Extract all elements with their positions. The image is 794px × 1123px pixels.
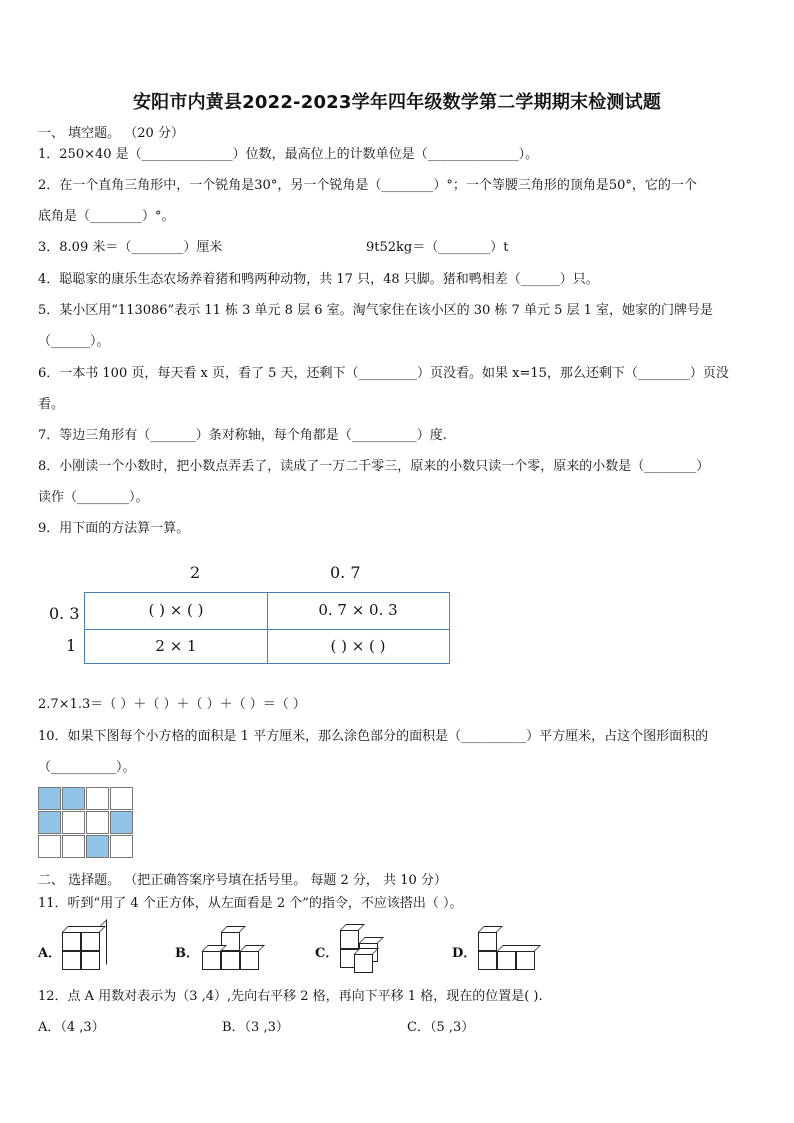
option-c-label: C． bbox=[315, 946, 339, 961]
grid-square bbox=[62, 835, 85, 858]
question-10-line-1: 10．如果下图每个小方格的面积是 1 平方厘米，那么涂色部分的面积是（__________）平方厘米，占这个图形面积的 bbox=[38, 729, 709, 744]
q12-option-b: B．（3 ,3） bbox=[222, 1020, 289, 1035]
table-cell-1-2: 0. 7 × 0. 3 bbox=[318, 601, 398, 619]
shaded-square bbox=[62, 787, 85, 810]
q12-option-a: A．（4 ,3） bbox=[38, 1020, 105, 1035]
question-3-part-2: 9t52kg＝（________）t bbox=[366, 240, 509, 255]
page-title: 安阳市内黄县2022-2023学年四年级数学第二学期期末检测试题 bbox=[132, 92, 662, 113]
question-6-line-2: 看。 bbox=[38, 397, 65, 412]
question-10-line-2: （__________）。 bbox=[38, 760, 136, 775]
grid-square bbox=[110, 787, 133, 810]
question-12: 12．点 A 用数对表示为（3 ,4）,先向右平移 2 格，再向下平移 1 格，现在的位置是( ). bbox=[38, 989, 543, 1004]
question-1: 1．250×40 是（______________）位数，最高位上的计数单位是（______________）。 bbox=[38, 147, 539, 162]
question-8-line-2: 读作（________）。 bbox=[38, 490, 149, 505]
shaded-square bbox=[86, 835, 109, 858]
table-row-header-1: 0. 3 bbox=[49, 604, 80, 623]
option-d-label: D． bbox=[452, 946, 477, 961]
question-2-line-2: 底角是（________）°。 bbox=[38, 209, 175, 224]
grid-square bbox=[62, 811, 85, 834]
grid-square bbox=[86, 811, 109, 834]
question-7: 7．等边三角形有（_______）条对称轴，每个角都是（__________）度. bbox=[38, 428, 447, 443]
q12-option-c: C．（5 ,3） bbox=[407, 1020, 475, 1035]
shaded-square bbox=[110, 811, 133, 834]
question-5-line-2: （______）。 bbox=[38, 334, 110, 349]
section-2-heading: 二、 选择题。 （把正确答案序号填在括号里。 每题 2 分， 共 10 分） bbox=[38, 873, 447, 888]
question-11: 11．听到“用了 4 个正方体，从左面看是 2 个”的指令，不应该搭出（ ）。 bbox=[38, 896, 463, 911]
question-8-line-1: 8．小刚读一个小数时，把小数点弄丢了，读成了一万二千零三，原来的小数只读一个零，原来的小数是（________） bbox=[38, 459, 710, 474]
table-cell-2-2: ( ) × ( ) bbox=[330, 637, 386, 655]
question-4: 4．聪聪家的康乐生态农场养着猪和鸭两种动物，共 17 只，48 只脚。猪和鸭相差（______）只。 bbox=[38, 272, 599, 287]
table-col-header-2: 0. 7 bbox=[330, 563, 361, 582]
shaded-square bbox=[38, 787, 61, 810]
option-b-label: B． bbox=[175, 946, 199, 961]
option-a-label: A． bbox=[38, 946, 62, 961]
grid-square bbox=[110, 835, 133, 858]
question-9: 9．用下面的方法算一算。 bbox=[38, 521, 190, 536]
section-1-heading: 一、 填空题。 （20 分） bbox=[38, 126, 184, 141]
table-row-header-2: 1 bbox=[66, 636, 77, 655]
grid-square bbox=[86, 787, 109, 810]
table-cell-1-1: ( ) × ( ) bbox=[148, 601, 204, 619]
question-9-calculation: 2.7×1.3＝（ ）＋（ ）＋（ ）＋（ ）＝（ ） bbox=[38, 697, 306, 712]
table-col-header-1: 2 bbox=[190, 563, 201, 582]
multiplication-table bbox=[84, 592, 450, 664]
question-5-line-1: 5．某小区用“113086”表示 11 栋 3 单元 8 层 6 室。淘气家住在该小区的 30 栋 7 单元 5 层 1 室，她家的门牌号是 bbox=[38, 303, 714, 318]
question-6-line-1: 6．一本书 100 页，每天看 x 页，看了 5 天，还剩下（_________）页没看。如果 x=15，那么还剩下（________）页没 bbox=[38, 366, 729, 381]
table-cell-2-1: 2 × 1 bbox=[155, 637, 197, 655]
question-3-part-1: 3．8.09 米＝（________）厘米 bbox=[38, 240, 223, 255]
grid-square bbox=[38, 835, 61, 858]
question-2-line-1: 2．在一个直角三角形中，一个锐角是30°，另一个锐角是（________）°；一个等腰三角形的顶角是50°，它的一个 bbox=[38, 178, 697, 193]
shaded-square bbox=[38, 811, 61, 834]
